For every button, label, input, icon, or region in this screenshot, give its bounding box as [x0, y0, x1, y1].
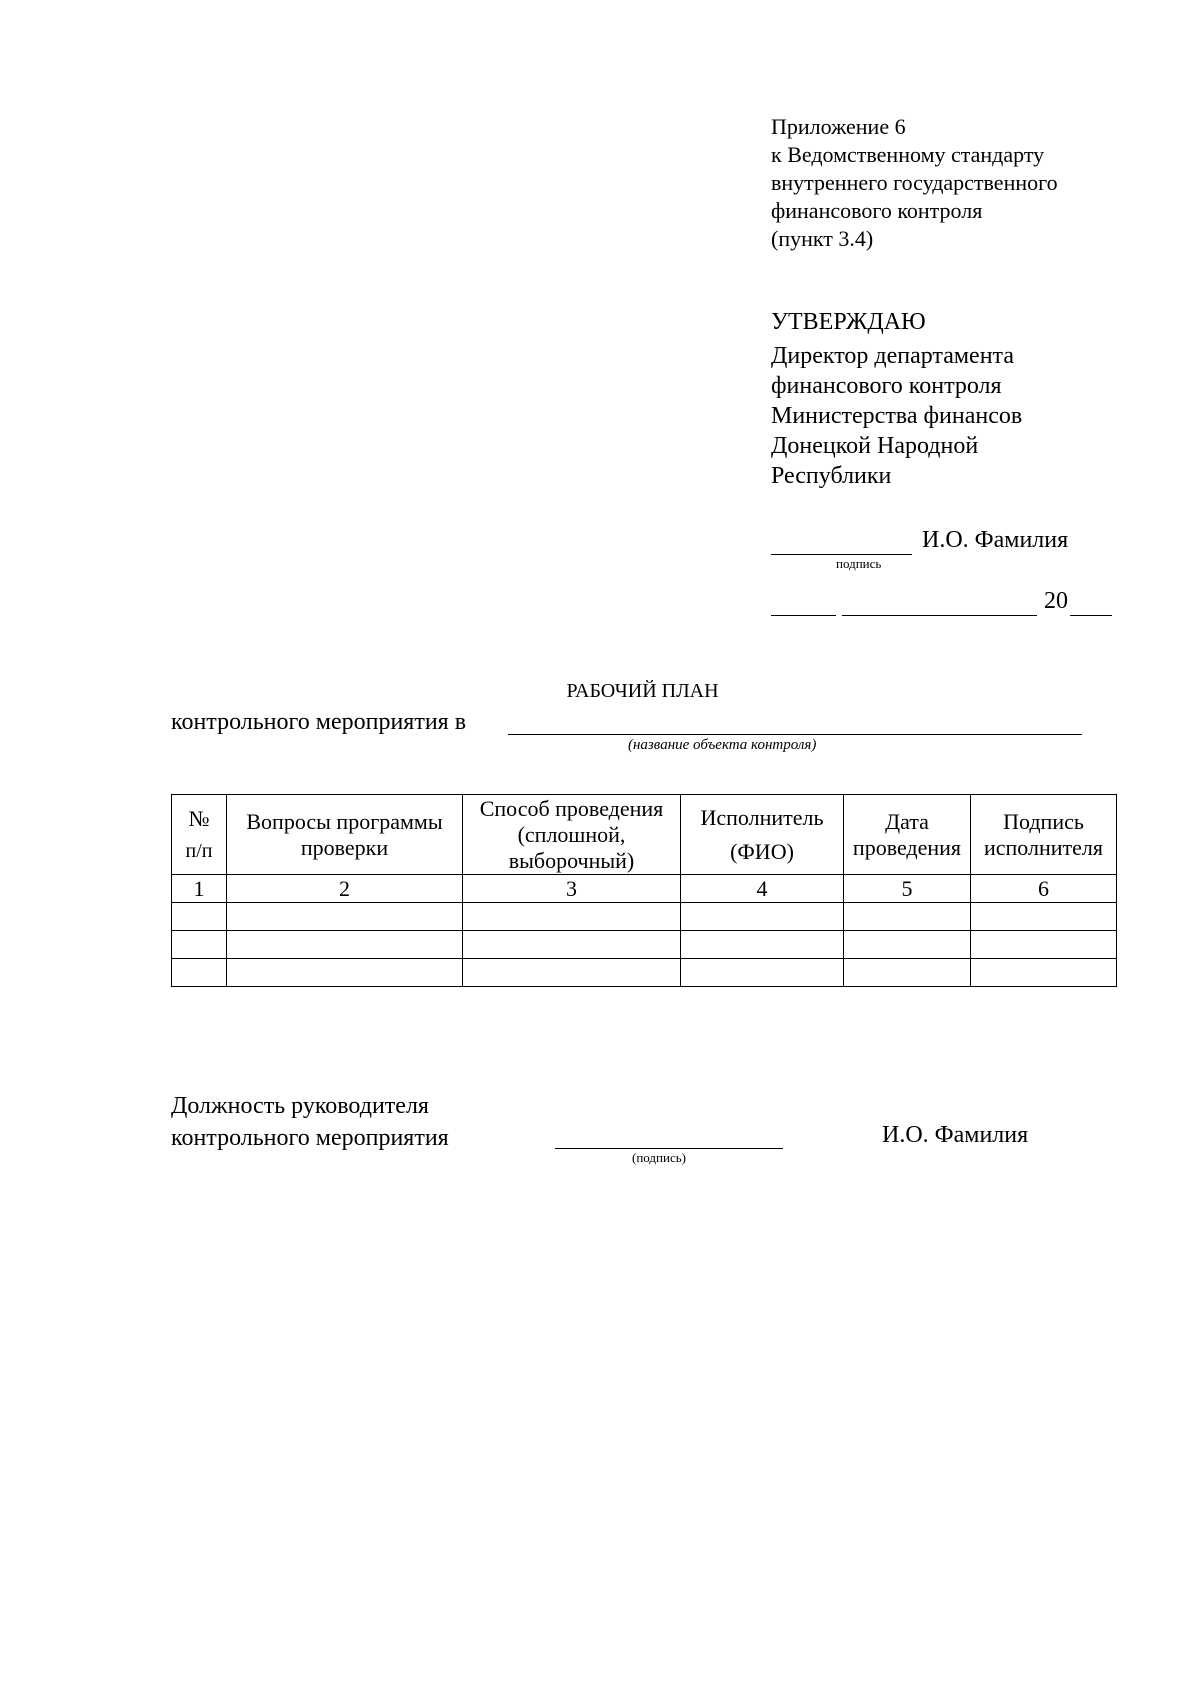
appendix-line: внутреннего государственного: [771, 170, 1058, 195]
table-cell[interactable]: [463, 959, 681, 987]
table-cell[interactable]: [463, 931, 681, 959]
table-cell[interactable]: [844, 931, 971, 959]
column-number: 5: [844, 875, 971, 903]
head-position-line: контрольного мероприятия: [171, 1125, 449, 1151]
appendix-line: (пункт 3.4): [771, 226, 874, 251]
appendix-line: к Ведомственному стандарту: [771, 142, 1045, 167]
header-method: Способ проведения (сплошной, выборочный): [463, 795, 681, 875]
work-plan-table: [171, 794, 1117, 987]
table-cell[interactable]: [971, 959, 1117, 987]
table-cell[interactable]: [971, 931, 1117, 959]
column-number: 1: [172, 875, 227, 903]
approval-block: [771, 307, 1022, 491]
plan-subtitle: контрольного мероприятия в: [171, 709, 467, 735]
date-month-line[interactable]: [842, 615, 1037, 616]
head-signature-line[interactable]: [555, 1148, 783, 1149]
object-name-caption: (название объекта контроля): [628, 737, 817, 753]
table-cell[interactable]: [681, 931, 844, 959]
head-position-block: [171, 1090, 449, 1154]
approval-line: Донецкой Народной: [771, 433, 979, 459]
approver-signature-caption: подпись: [836, 556, 882, 571]
table-number-row: [172, 875, 1117, 903]
header-signature: Подпись исполнителя: [971, 795, 1117, 875]
date-year-line[interactable]: [1070, 615, 1112, 616]
table-row: [172, 903, 1117, 931]
table-cell[interactable]: [227, 903, 463, 931]
date-day-line[interactable]: [771, 615, 836, 616]
table-cell[interactable]: [172, 959, 227, 987]
table-cell[interactable]: [227, 959, 463, 987]
header-date: Дата проведения: [844, 795, 971, 875]
table-cell[interactable]: [681, 959, 844, 987]
head-signature-caption: (подпись): [632, 1150, 686, 1165]
table-cell[interactable]: [463, 903, 681, 931]
table-row: [172, 931, 1117, 959]
table-header-row: [172, 795, 1117, 875]
head-name: И.О. Фамилия: [882, 1122, 1029, 1148]
table-cell[interactable]: [971, 903, 1117, 931]
column-number: 3: [463, 875, 681, 903]
column-number: 6: [971, 875, 1117, 903]
column-number: 2: [227, 875, 463, 903]
approver-signature-line[interactable]: [771, 554, 912, 555]
approval-line: Республики: [771, 463, 892, 489]
table-cell[interactable]: [681, 903, 844, 931]
appendix-line: Приложение 6: [771, 114, 906, 139]
column-number: 4: [681, 875, 844, 903]
approval-line: Директор департамента: [771, 343, 1014, 369]
table-row: [172, 959, 1117, 987]
header-questions: Вопросы программы проверки: [227, 795, 463, 875]
table-cell[interactable]: [844, 959, 971, 987]
approver-name: И.О. Фамилия: [922, 527, 1069, 553]
approval-line: Министерства финансов: [771, 403, 1023, 429]
table-cell[interactable]: [844, 903, 971, 931]
header-executor: Исполнитель (ФИО): [681, 795, 844, 875]
appendix-line: финансового контроля: [771, 198, 983, 223]
table-cell[interactable]: [227, 931, 463, 959]
appendix-block: [771, 113, 1058, 253]
table-cell[interactable]: [172, 931, 227, 959]
date-year-prefix: 20: [1044, 588, 1068, 614]
approval-line: финансового контроля: [771, 373, 1002, 399]
object-name-line[interactable]: [508, 734, 1082, 735]
head-position-line: Должность руководителя: [171, 1093, 429, 1119]
plan-title: РАБОЧИЙ ПЛАН: [566, 680, 719, 702]
header-number: № п/п: [172, 795, 227, 875]
table-cell[interactable]: [172, 903, 227, 931]
approval-title: УТВЕРЖДАЮ: [771, 309, 926, 335]
